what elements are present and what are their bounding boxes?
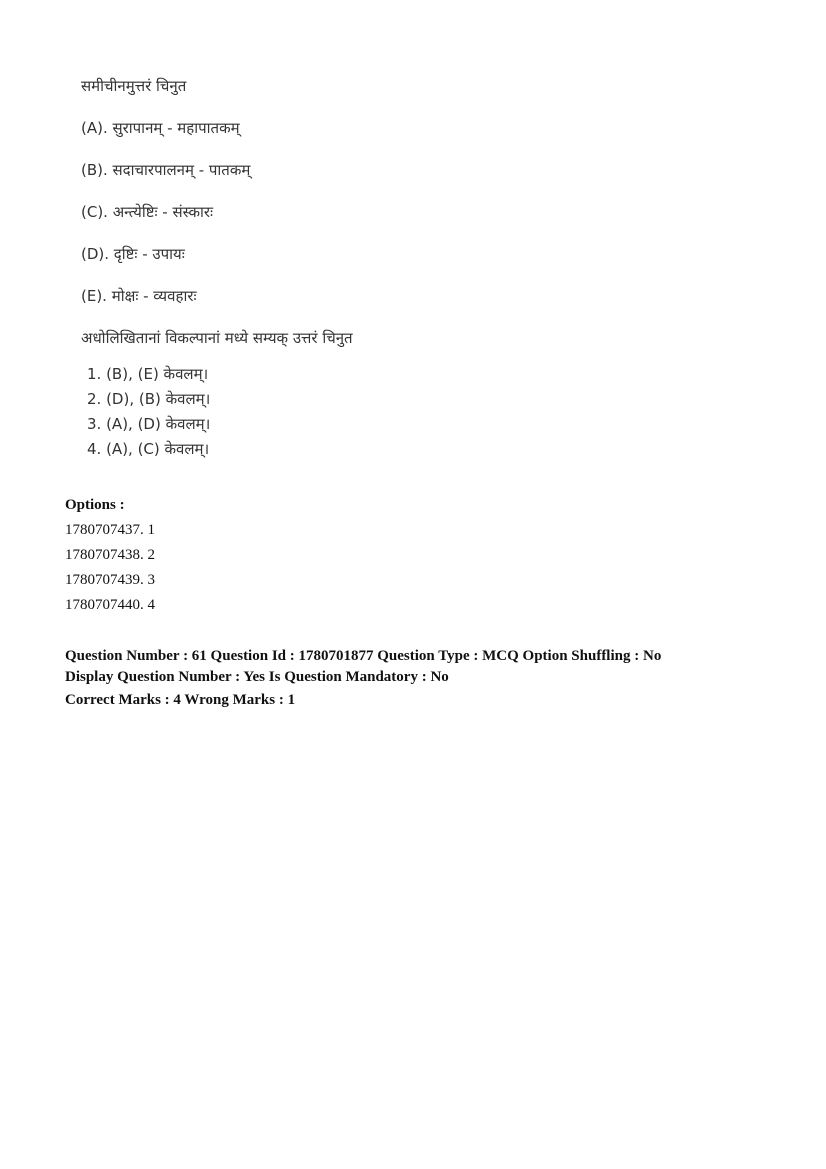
question-block [81,72,761,462]
answer-choice: 4. (A), (C) केवलम्। [87,440,210,458]
statement-b: (B). सदाचारपालनम् - पातकम् [81,161,251,179]
option-id-row: 1780707439. 3 [65,572,155,588]
answer-choice: 3. (A), (D) केवलम्। [87,415,211,433]
statement-e: (E). मोक्षः - व्यवहारः [81,287,197,305]
answer-choice: 2. (D), (B) केवलम्। [87,390,211,408]
option-id-row: 1780707437. 1 [65,522,155,538]
statement-d: (D). दृष्टिः - उपायः [81,245,185,263]
statement-a: (A). सुरापानम् - महापातकम् [81,119,240,137]
answer-choice: 1. (B), (E) केवलम्। [87,365,209,383]
question-instruction: अधोलिखितानां विकल्पानां मध्ये सम्यक् उत्तरं चिनुत [81,329,353,347]
options-section [65,493,155,618]
answer-choice-list [81,362,761,462]
question-meta-line: Question Number : 61 Question Id : 1780701877 Question Type : MCQ Option Shuffling : No [65,648,662,664]
question-meta [65,646,765,711]
question-prompt: समीचीनमुत्तरं चिनुत [81,77,187,95]
option-id-row: 1780707440. 4 [65,597,155,613]
options-header: Options : [65,497,125,513]
statement-c: (C). अन्त्येष्टिः - संस्कारः [81,203,214,221]
question-meta-line: Display Question Number : Yes Is Question Mandatory : No [65,669,449,685]
marks-line: Correct Marks : 4 Wrong Marks : 1 [65,692,296,708]
option-id-row: 1780707438. 2 [65,547,155,563]
